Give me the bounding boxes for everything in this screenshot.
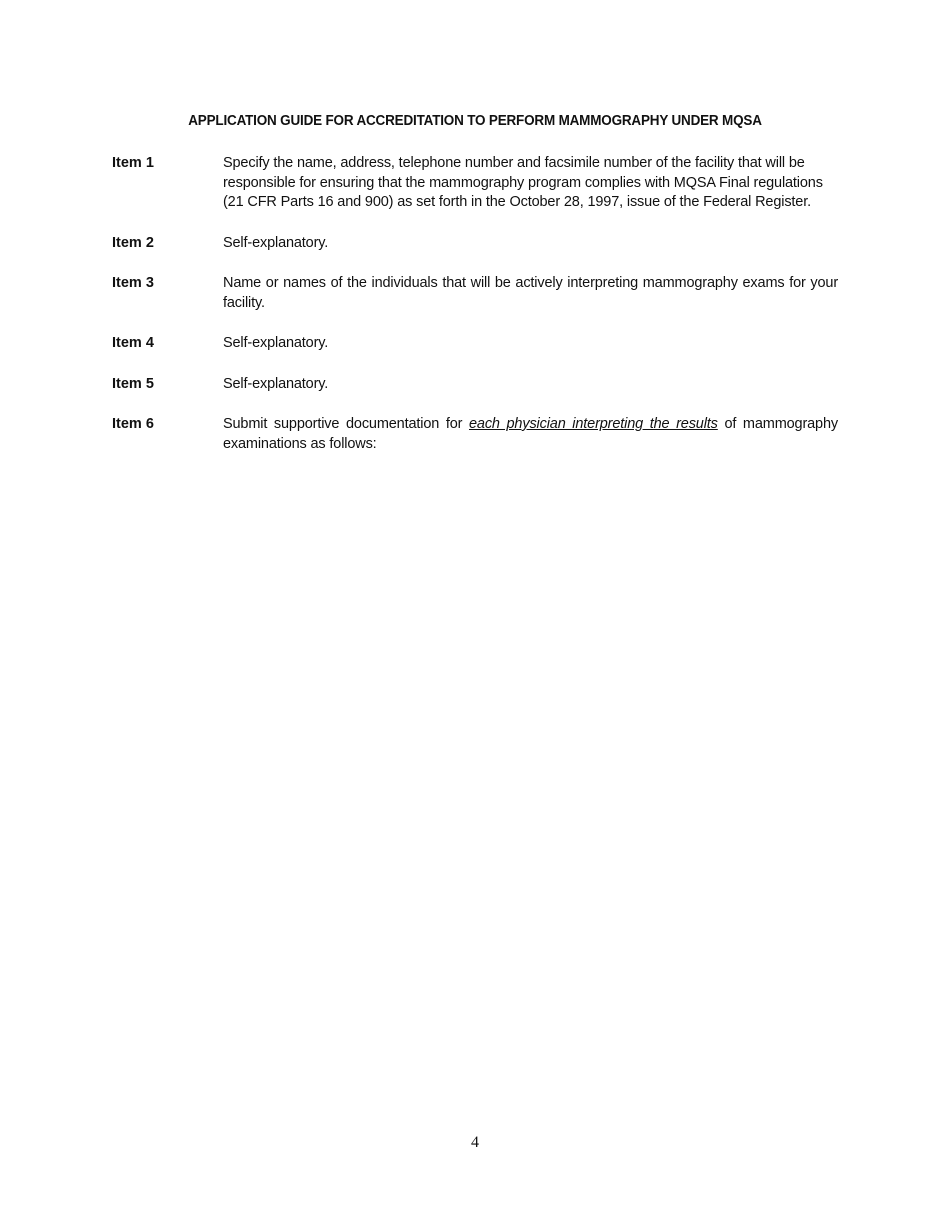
list-item: [112, 274, 838, 313]
item-text: Self-explanatory.: [223, 335, 329, 351]
list-item: [112, 334, 838, 354]
list-item: [112, 415, 838, 454]
list-item: [112, 375, 838, 395]
list-item: [112, 154, 838, 213]
item-label: Item 1: [112, 155, 154, 171]
document-title: APPLICATION GUIDE FOR ACCREDITATION TO PERFORM MAMMOGRAPHY UNDER MQSA: [188, 113, 762, 129]
item-text: Self-explanatory.: [223, 234, 329, 251]
item-text-after: of mammography examinations as follows:: [223, 416, 838, 452]
item-text: Self-explanatory.: [223, 375, 329, 392]
item-label: Item 2: [112, 234, 154, 251]
item-label: Item 6: [112, 416, 154, 432]
list-item: [112, 234, 838, 254]
item-text: Specify the name, address, telephone number and facsimile number of the facility that will be responsible for ensuring that the mammography program complies with MQSA Final regulations (21 CFR Parts 16 and 900) as set forth in the October 28, 1997, issue of the Federal Register.: [223, 155, 823, 210]
item-label: Item 5: [112, 375, 154, 392]
item-text: [223, 415, 838, 454]
page-number: 4: [471, 1134, 479, 1151]
item-text: Name or names of the individuals that will be actively interpreting mammography exams for your facility.: [223, 275, 838, 311]
item-text-emphasis: each physician interpreting the results: [469, 416, 718, 432]
item-list: [112, 154, 838, 475]
item-label: Item 3: [112, 275, 154, 291]
item-label: Item 4: [112, 335, 154, 351]
item-text-before: Submit supportive documentation for: [223, 416, 469, 432]
